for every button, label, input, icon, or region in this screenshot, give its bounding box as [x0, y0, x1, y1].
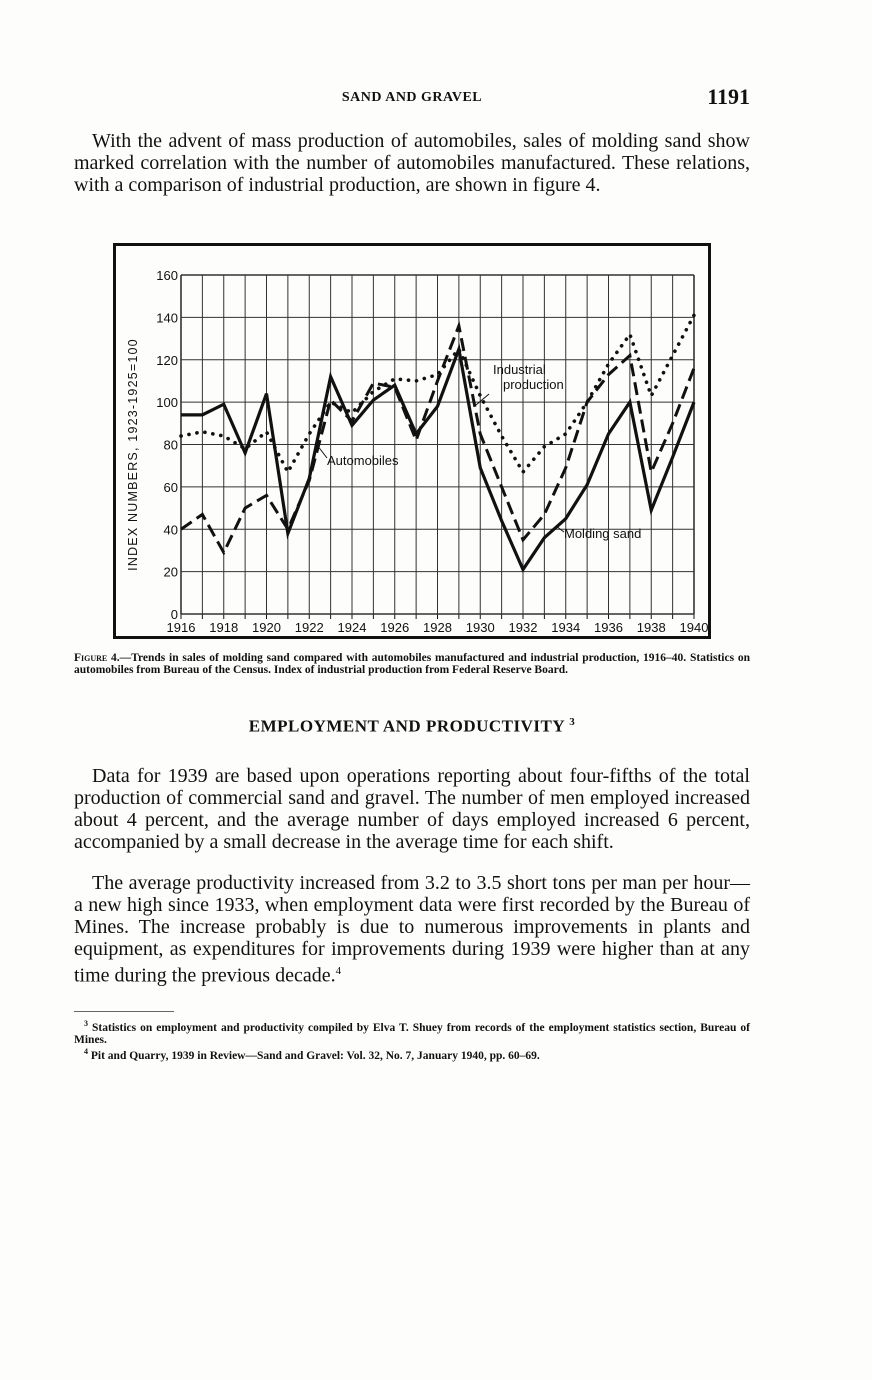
annotation-industrial-production: production — [503, 377, 564, 392]
x-tick-label: 1916 — [166, 620, 196, 635]
x-tick-label: 1922 — [294, 620, 324, 635]
y-tick-label: 40 — [163, 522, 178, 538]
footnote-ref-4[interactable]: 4 — [335, 965, 342, 977]
caption-label: Figure 4. — [74, 652, 120, 664]
x-tick-label: 1930 — [465, 620, 495, 635]
y-tick-label: 160 — [156, 268, 178, 283]
intro-paragraph — [74, 130, 750, 196]
body-paragraph-2 — [74, 872, 750, 987]
y-tick-label: 120 — [156, 352, 178, 368]
x-tick-label: 1934 — [551, 620, 581, 635]
x-tick-label: 1926 — [380, 620, 410, 635]
annotation-molding-sand: Molding sand — [564, 526, 642, 541]
footnote-divider — [74, 1011, 174, 1012]
page-number: 1191 — [707, 84, 750, 109]
footnote-4 — [74, 1046, 750, 1062]
x-tick-label: 1918 — [209, 620, 239, 635]
footnote-ref-3[interactable]: 3 — [569, 716, 576, 728]
running-head — [74, 84, 750, 112]
footnotes — [74, 1018, 750, 1062]
section-heading-text: EMPLOYMENT AND PRODUCTIVITY — [248, 716, 565, 736]
caption-text: —Trends in sales of molding sand compared with automobiles manufactured and industrial production, 1916–40. Statistics on automobiles from Bureau of the Census. Index of industrial production from Federal Reserve Board. — [74, 652, 750, 676]
x-tick-label: 1932 — [508, 620, 538, 635]
y-tick-label: 80 — [163, 437, 178, 453]
y-axis-label: INDEX NUMBERS, 1923-1925=100 — [126, 338, 140, 571]
figure-caption — [74, 652, 750, 676]
footnote-text: Pit and Quarry, 1939 in Review—Sand and Gravel: Vol. 32, No. 7, January 1940, pp. 60–69. — [90, 1049, 540, 1062]
x-tick-label: 1928 — [423, 620, 452, 635]
body-paragraph-1-text: Data for 1939 are based upon operations reporting about four-fifths of the total production of commercial sand and gravel. The number of men employed increased about 4 percent, and the average number of days employed increased 6 percent, accompanied by a small decrease in the average time for each shift. — [74, 765, 750, 853]
y-tick-label: 140 — [156, 310, 178, 326]
y-tick-label: 100 — [156, 395, 178, 411]
x-tick-label: 1924 — [337, 620, 367, 635]
body-paragraph-1 — [74, 765, 750, 853]
annotation-automobiles: Automobiles — [327, 453, 399, 468]
section-heading — [74, 716, 750, 737]
footnote-text: Statistics on employment and productivity compiled by Elva T. Shuey from records of the employment statistics section, Bureau of Mines. — [74, 1021, 751, 1046]
body-paragraph-2-text: The average productivity increased from 3.2 to 3.5 short tons per man per hour—a new high since 1933, when employment data were first recorded by the Bureau of Mines. The increase probably is due to numerous improvements in plants and equipment, as expenditures for improvements during 1939 were higher than at any time during the previous decade. — [74, 872, 750, 987]
y-tick-label: 20 — [163, 564, 178, 580]
y-tick-label: 60 — [163, 479, 178, 495]
running-title: SAND AND GRAVEL — [341, 90, 483, 105]
trend-chart — [116, 246, 708, 636]
x-tick-label: 1938 — [636, 620, 666, 635]
y-tick-label: 0 — [170, 607, 178, 622]
figure-4 — [113, 243, 711, 639]
x-tick-label: 1940 — [679, 620, 708, 635]
intro-paragraph-text: With the advent of mass production of automobiles, sales of molding sand show marked correlation with the number of automobiles manufactured. These relations, with a comparison of industrial production, are shown in figure 4. — [74, 130, 750, 196]
annotation-industrial-production: Industrial — [493, 362, 546, 377]
x-tick-label: 1936 — [594, 620, 623, 635]
footnote-mark: 3 — [84, 1019, 88, 1028]
footnote-mark: 4 — [84, 1046, 88, 1056]
footnote-3 — [74, 1018, 750, 1046]
x-tick-label: 1920 — [252, 620, 281, 635]
